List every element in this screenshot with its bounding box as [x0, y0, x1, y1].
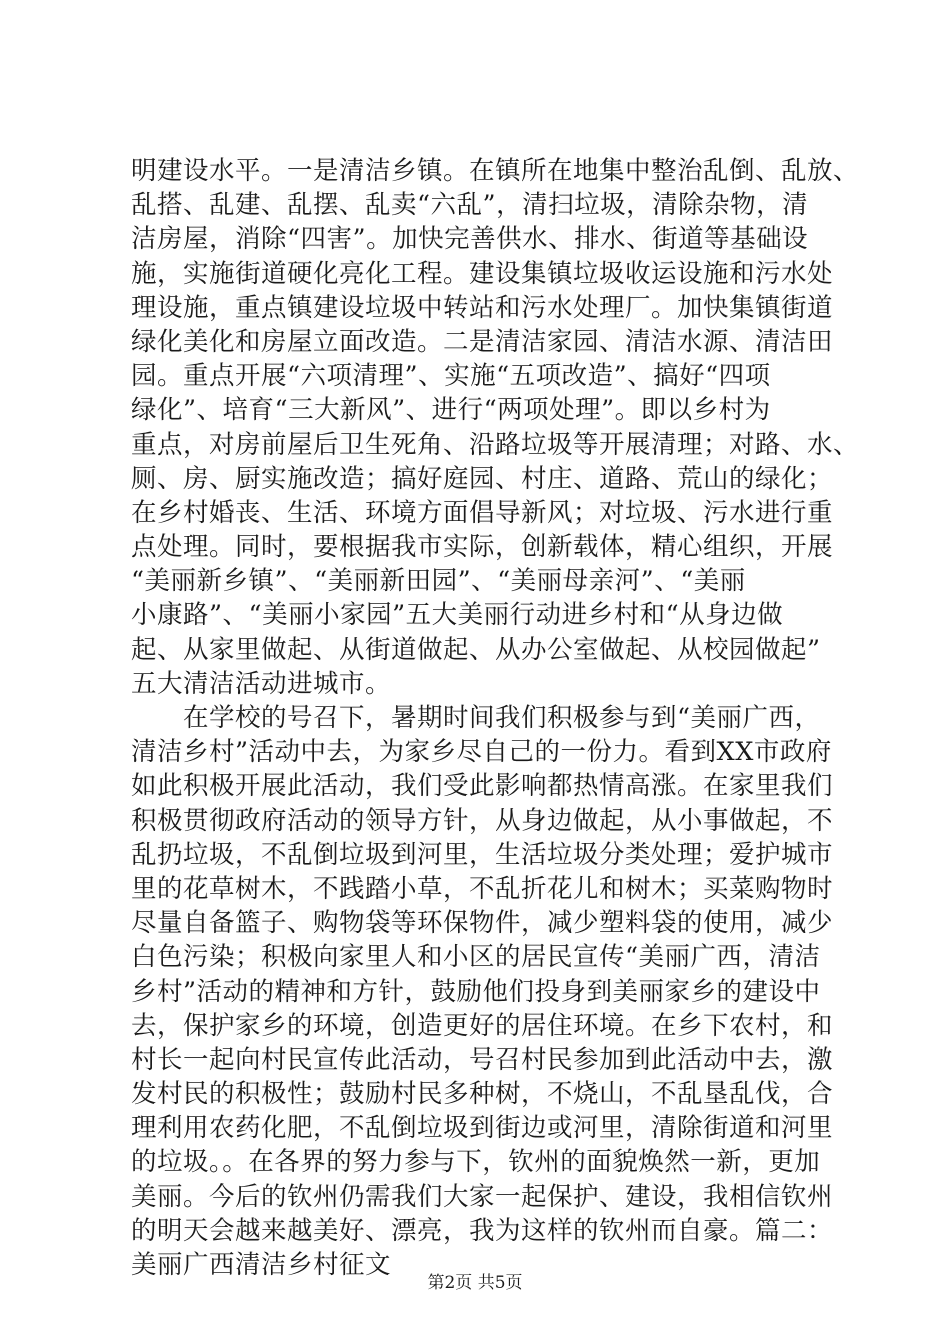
text-line: 的明天会越来越美好、漂亮，我为这样的钦州而自豪。篇二： [131, 1215, 834, 1246]
text-line: “美丽新乡镇”、“美丽新田园”、“美丽母亲河”、“美丽 [131, 566, 746, 597]
text-line: 如此积极开展此活动，我们受此影响都热情高涨。在家里我们 [131, 771, 834, 802]
text-line: 起、从家里做起、从街道做起、从办公室做起、从校园做起” [131, 634, 821, 665]
text-line: 绿化”、培育“三大新风”、进行“两项处理”。即以乡村为 [131, 395, 771, 426]
text-line: 洁房屋，消除“四害”。加快完善供水、排水、街道等基础设 [131, 224, 809, 255]
text-line: 明建设水平。一是清洁乡镇。在镇所在地集中整治乱倒、乱放、 [131, 156, 860, 186]
text-line: 乱扔垃圾，不乱倒垃圾到河里，生活垃圾分类处理；爱护城市 [131, 839, 834, 870]
text-line: 施，实施街道硬化亮化工程。建设集镇垃圾收运设施和污水处 [131, 258, 834, 289]
text-line: 积极贯彻政府活动的领导方针，从身边做起，从小事做起，不 [131, 805, 834, 836]
text-line: 乱搭、乱建、乱摆、乱卖“六乱”，清扫垃圾，清除杂物，清 [131, 190, 809, 221]
text-line: 美丽广西清洁乡村征文 [131, 1250, 392, 1280]
text-line: 厕、房、厨实施改造；搞好庭园、村庄、道路、荒山的绿化； [131, 463, 834, 494]
text-line: 白色污染；积极向家里人和小区的居民宣传“美丽广西，清洁 [131, 942, 821, 973]
text-line: 在乡村婚丧、生活、环境方面倡导新风；对垃圾、污水进行重 [131, 497, 834, 528]
text-line: 乡村”活动的精神和方针，鼓励他们投身到美丽家乡的建设中 [131, 976, 821, 1007]
text-line: 村长一起向村民宣传此活动，号召村民参加到此活动中去，激 [131, 1044, 834, 1075]
text-line: 理设施，重点镇建设垃圾中转站和污水处理厂。加快集镇街道 [131, 292, 834, 323]
text-line: 重点，对房前屋后卫生死角、沿路垃圾等开展清理；对路、水、 [131, 429, 860, 460]
text-line: 去，保护家乡的环境，创造更好的居住环境。在乡下农村，和 [131, 1010, 834, 1041]
text-line: 清洁乡村”活动中去，为家乡尽自己的一份力。看到XX市政府 [131, 737, 832, 768]
text-line: 的垃圾。。在各界的努力参与下，钦州的面貌焕然一新，更加 [131, 1147, 821, 1178]
text-line: 小康路”、“美丽小家园”五大美丽行动进乡村和“从身边做 [131, 600, 784, 631]
text-line: 理利用农药化肥，不乱倒垃圾到街边或河里，清除街道和河里 [131, 1113, 834, 1144]
text-line: 发村民的积极性；鼓励村民多种树，不烧山，不乱垦乱伐，合 [131, 1079, 834, 1110]
text-line: 绿化美化和房屋立面改造。二是清洁家园、清洁水源、清洁田 [131, 326, 834, 357]
text-line: 园。重点开展“六项清理”、实施“五项改造”、搞好“四项 [131, 361, 771, 392]
paragraph-first-line: 在学校的号召下，暑期时间我们积极参与到“美丽广西， [183, 703, 821, 733]
text-line: 尽量自备篮子、购物袋等环保物件，减少塑料袋的使用，减少 [131, 908, 834, 939]
body-text [131, 154, 860, 1282]
text-line: 里的花草树木，不践踏小草，不乱折花儿和树木；买菜购物时 [131, 873, 834, 904]
text-line: 美丽。今后的钦州仍需我们大家一起保护、建设，我相信钦州 [131, 1181, 834, 1212]
page-number-footer: 第2页 共5页 [427, 1273, 523, 1293]
text-line: 五大清洁活动进城市。 [131, 668, 392, 699]
text-line: 点处理。同时，要根据我市实际，创新载体，精心组织，开展 [131, 532, 834, 563]
